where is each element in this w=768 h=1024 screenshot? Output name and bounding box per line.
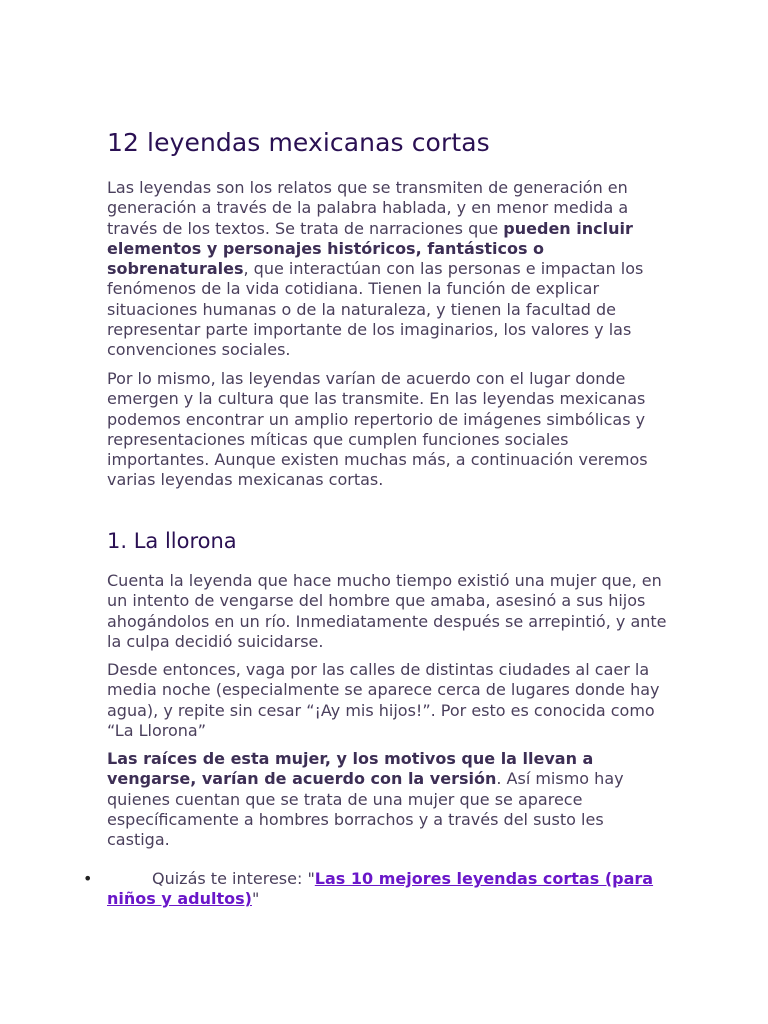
- section1-p3-bold: Las raíces de esta mujer, y los motivos que la llevan a vengarse, varían de acuerdo con la versión: [107, 749, 594, 789]
- bullet-marker: •: [83, 869, 93, 888]
- related-suffix: ": [251, 889, 260, 909]
- related-list-item: [83, 869, 687, 910]
- intro-p1-text-b: , que interactúan con las personas e impactan los fenómenos de la vida cotidiana. Tienen la función de explicar situaciones humanas o de la naturaleza, y tienen la facultad de representar parte importante de los imaginarios, los valores y las convenciones sociales.: [107, 259, 644, 360]
- section1-paragraph-3: [107, 749, 667, 850]
- intro-p1-bold: pueden incluir elementos y personajes históricos, fantásticos o sobrenaturales: [107, 218, 633, 279]
- section-heading-la-llorona: 1. La llorona: [107, 529, 237, 553]
- intro-p1-text-a: Las leyendas son los relatos que se transmiten de generación en generación a través de la palabra hablada, y en menor medida a través de los textos. Se trata de narraciones que: [107, 178, 629, 238]
- related-article-link[interactable]: Las 10 mejores leyendas cortas (para niños y adultos): [107, 869, 654, 909]
- section1-paragraph-2: Desde entonces, vaga por las calles de distintas ciudades al caer la media noche (especialmente se aparece cerca de lugares donde hay agua), y repite sin cesar “¡Ay mis hijos!”. Por esto es conocida como “La Llorona”: [107, 660, 660, 740]
- related-prefix: Quizás te interese: ": [152, 869, 315, 888]
- intro-paragraph-1: [107, 178, 667, 361]
- section1-paragraph-1: Cuenta la leyenda que hace mucho tiempo existió una mujer que, en un intento de vengarse del hombre que amaba, asesinó a sus hijos ahogándolos en un río. Inmediatamente después se arrepintió, y ante la culpa decidió suicidarse.: [107, 571, 667, 651]
- section1-p3-text: . Así mismo hay quienes cuentan que se trata de una mujer que se aparece específicamente a hombres borrachos y a través del susto les castiga.: [107, 769, 624, 850]
- page-title: 12 leyendas mexicanas cortas: [107, 128, 490, 157]
- intro-paragraph-2: Por lo mismo, las leyendas varían de acuerdo con el lugar donde emergen y la cultura que las transmite. En las leyendas mexicanas podemos encontrar un amplio repertorio de imágenes simbólicas y representaciones míticas que cumplen funciones sociales importantes. Aunque existen muchas más, a continuación veremos varias leyendas mexicanas cortas.: [107, 369, 648, 490]
